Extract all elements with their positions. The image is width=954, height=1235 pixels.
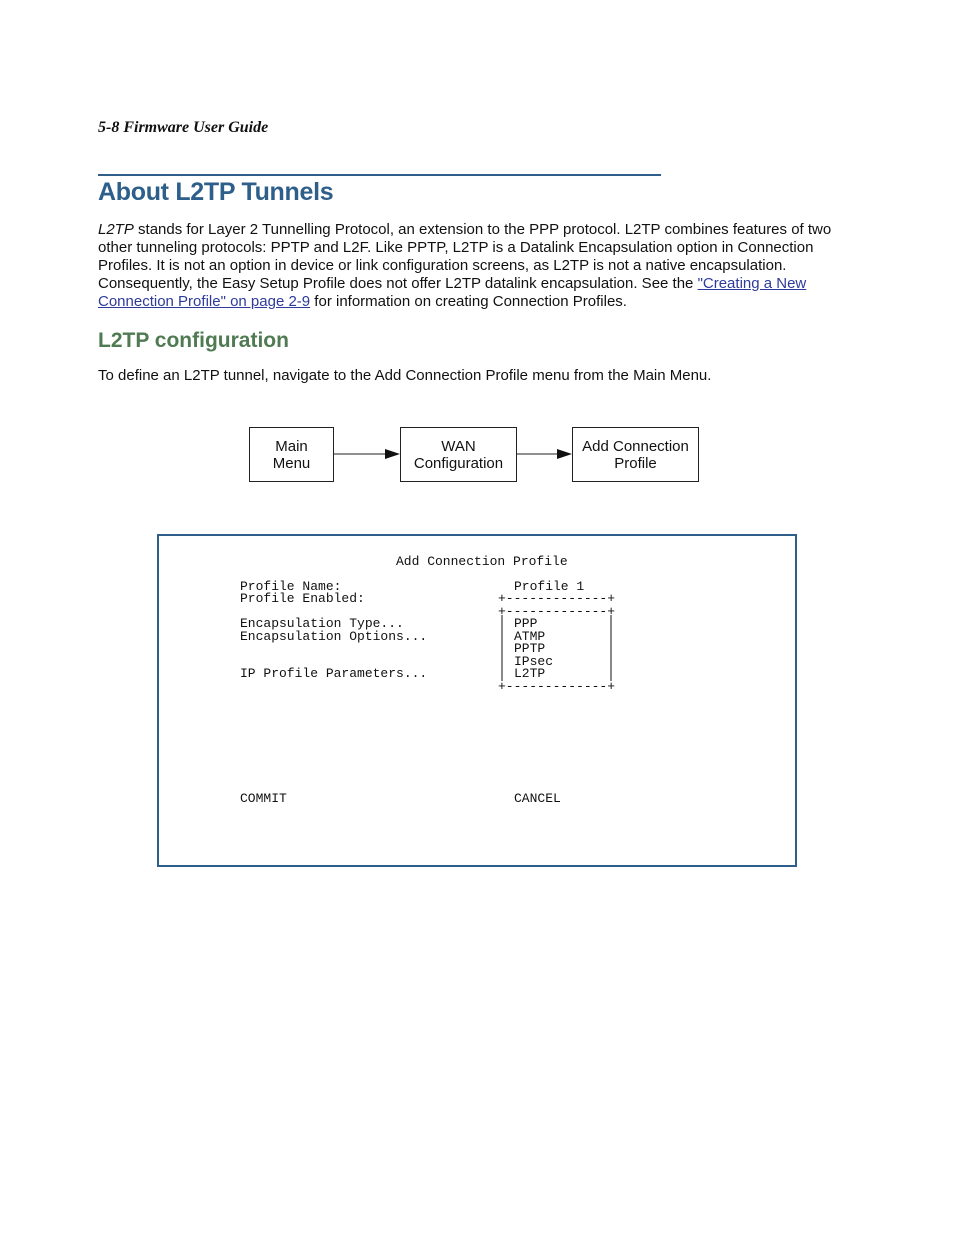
flow-box-wan-line1: WAN [441, 437, 476, 455]
flow-box-add-line2: Profile [614, 454, 657, 472]
creating-profile-link[interactable]: "Creating a New Connection Profile" on page 2-9 [98, 275, 807, 310]
encap-option-atmp[interactable]: ATMP [514, 629, 546, 644]
flow-box-main-menu-line2: Menu [272, 454, 311, 472]
encap-option-l2tp[interactable]: L2TP [514, 666, 546, 681]
flow-box-wan-line2: Configuration [413, 454, 504, 472]
flow-arrow-2-head [557, 449, 572, 459]
intro-text: stands for Layer 2 Tunnelling Protocol, an extension to the PPP protocol. L2TP combines features of two other tunneling protocols: PPTP and L2F. Like PPTP, L2TP is a Datalink Encapsulation option in Connection Profiles. It is not an option in device or link configuration screens, as L2TP is not a native encapsulation. Consequently, the Easy Setup Profile does not offer L2TP datalink encapsulation. See the [98, 221, 832, 292]
term-l2tp: L2TP [98, 221, 134, 238]
terminal-screen [157, 534, 797, 867]
flow-box-main-menu [249, 427, 334, 482]
cancel-button[interactable]: CANCEL [514, 791, 561, 806]
commit-button[interactable]: COMMIT [240, 791, 287, 806]
flow-box-add-connection-profile [572, 427, 699, 482]
flow-arrow-1-head [385, 449, 400, 459]
section-title: About L2TP Tunnels [98, 178, 334, 206]
field-ip-profile-parameters[interactable]: IP Profile Parameters... [240, 666, 428, 681]
flow-box-add-line1: Add Connection [582, 437, 689, 455]
intro-paragraph [98, 221, 858, 311]
terminal-title: Add Connection Profile [396, 554, 568, 569]
popup-border-top-2: +-------------+ [498, 604, 616, 619]
section-rule [98, 174, 661, 176]
popup-border-top-1: +-------------+ [498, 591, 616, 606]
popup-side-borders [159, 536, 795, 865]
field-encapsulation-options[interactable]: Encapsulation Options... [240, 629, 428, 644]
subsection-title: L2TP configuration [98, 329, 289, 352]
field-encapsulation-type[interactable]: Encapsulation Type... [240, 616, 404, 631]
profile-name-value[interactable]: Profile 1 [514, 579, 585, 594]
flow-box-wan-configuration [400, 427, 517, 482]
encap-option-pptp[interactable]: PPTP [514, 641, 546, 656]
encap-option-ipsec[interactable]: IPsec [514, 654, 554, 669]
flow-box-main-menu-line1: Main [275, 437, 308, 455]
subsection-paragraph: To define an L2TP tunnel, navigate to the Add Connection Profile menu from the Main Menu. [98, 367, 712, 384]
popup-border-bottom: +-------------+ [498, 679, 616, 694]
running-header: 5-8 Firmware User Guide [98, 119, 269, 136]
intro-tail: for information on creating Connection Profiles. [310, 293, 627, 310]
field-profile-enabled: Profile Enabled: [240, 591, 365, 606]
encap-option-ppp[interactable]: PPP [514, 616, 538, 631]
field-profile-name: Profile Name: [240, 579, 342, 594]
